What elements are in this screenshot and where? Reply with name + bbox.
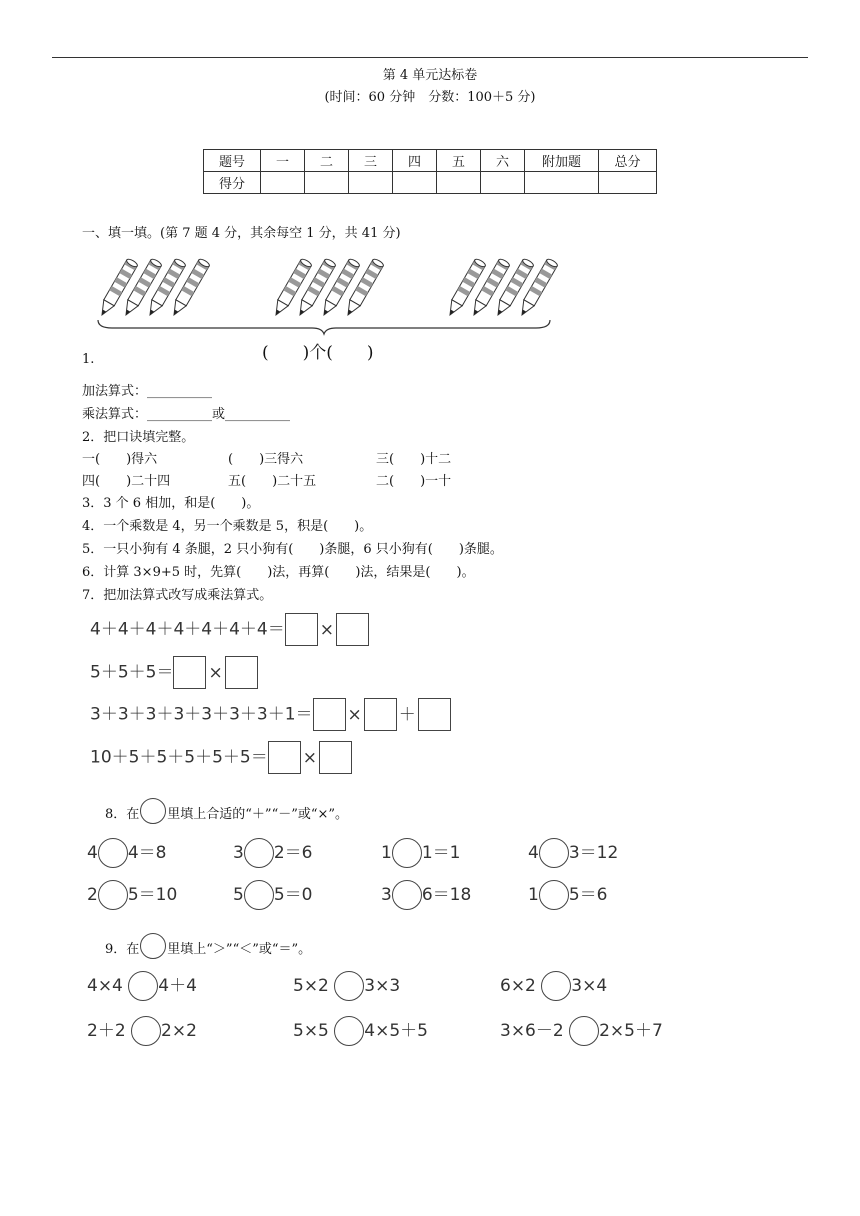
score-input-cell[interactable] [437,172,481,194]
q8-text [105,798,348,824]
q8-right: 5＝0 [273,885,313,905]
q9-text [105,933,311,959]
score-cell: 一 [261,150,305,172]
q8-left: 1 [381,843,392,863]
q8-item [528,838,618,868]
q6-text: 6．计算 3×9+5 时，先算( )法，再算( )法，结果是( )。 [82,565,475,580]
page-title: 第 4 单元达标卷 [382,68,478,83]
q2-item: 五( )二十五 [228,474,317,489]
score-cell: 附加题 [525,150,599,172]
plus-sign: ＋ [398,704,416,725]
q8-left: 5 [233,885,244,905]
q8-right: 3＝12 [568,843,619,863]
q7-row [90,741,352,774]
q7-text: 7．把加法算式改写成乘法算式。 [82,588,273,603]
section-heading: 一、填一填。(第 7 题 4 分，其余每空 1 分，共 41 分) [82,226,401,241]
answer-box[interactable] [285,613,318,646]
q8-left: 2 [87,885,98,905]
operator-circle[interactable] [539,880,569,910]
q8-right: 4＝8 [127,843,167,863]
operator-circle[interactable] [98,838,128,868]
answer-box[interactable] [418,698,451,731]
q8-item [381,838,460,868]
q7-expression: 5＋5＋5＝ [90,662,174,683]
q8-item [381,880,471,910]
q4-text: 4．一个乘数是 4，另一个乘数是 5，积是( )。 [82,519,373,534]
q1-number: 1. [82,352,95,367]
score-table [203,149,657,194]
q8-item [233,880,312,910]
q9-right: 3×3 [364,976,401,996]
times-sign: × [208,662,223,683]
score-cell: 五 [437,150,481,172]
score-input-cell[interactable] [481,172,525,194]
compare-circle[interactable] [128,971,158,1001]
answer-box[interactable] [364,698,397,731]
q9-right: 4＋4 [158,976,197,996]
score-input-cell[interactable] [525,172,599,194]
q8-left: 4 [87,843,98,863]
q9-item [293,1016,428,1046]
q8-item [87,838,166,868]
q3-text: 3．3 个 6 相加，和是( )。 [82,496,260,511]
score-input-cell[interactable] [599,172,657,194]
times-sign: × [319,619,334,640]
score-cell: 六 [481,150,525,172]
operator-circle[interactable] [244,838,274,868]
compare-circle[interactable] [334,1016,364,1046]
q8-right: 5＝6 [568,885,608,905]
score-input-cell[interactable] [305,172,349,194]
q9-item [87,971,197,1001]
q1-answer-label: ( )个( ) [262,343,374,363]
score-table-score-row [204,172,657,194]
q9-item [293,971,400,1001]
q1-addition: 加法算式：__________ [82,384,213,399]
score-cell: 总分 [599,150,657,172]
q8-left: 3 [233,843,244,863]
q8-prefix: 8．在 [105,807,140,822]
q8-item [87,880,177,910]
q8-left: 1 [528,885,539,905]
score-cell: 得分 [204,172,261,194]
q9-right: 2×2 [161,1021,197,1041]
operator-circle[interactable] [244,880,274,910]
q8-right: 1＝1 [421,843,461,863]
compare-circle[interactable] [541,971,571,1001]
operator-circle[interactable] [539,838,569,868]
answer-box[interactable] [173,656,206,689]
score-input-cell[interactable] [261,172,305,194]
q8-right: 2＝6 [273,843,313,863]
q9-item [500,1016,663,1046]
q7-row [90,613,369,646]
q9-item [500,971,607,1001]
q8-item [528,880,607,910]
answer-box[interactable] [319,741,352,774]
q2-text: 2．把口诀填完整。 [82,430,195,445]
compare-circle[interactable] [334,971,364,1001]
q7-expression: 3＋3＋3＋3＋3＋3＋3＋1＝ [90,704,313,725]
brace [98,320,550,334]
q9-left: 4×4 [87,976,123,996]
times-sign: × [347,704,362,725]
score-input-cell[interactable] [349,172,393,194]
answer-box[interactable] [336,613,369,646]
operator-circle[interactable] [392,880,422,910]
times-sign: × [302,747,317,768]
q9-prefix: 9．在 [105,942,140,957]
q8-left: 4 [528,843,539,863]
answer-box[interactable] [268,741,301,774]
q9-item [87,1016,197,1046]
q5-text: 5．一只小狗有 4 条腿，2 只小狗有( )条腿，6 只小狗有( )条腿。 [82,542,503,557]
q7-row [90,656,258,689]
compare-circle[interactable] [569,1016,599,1046]
q2-item: 一( )得六 [82,452,158,467]
score-cell: 题号 [204,150,261,172]
q8-left: 3 [381,885,392,905]
q9-left: 5×2 [293,976,329,996]
q2-item: ( )三得六 [228,452,304,467]
score-input-cell[interactable] [393,172,437,194]
q7-expression: 4＋4＋4＋4＋4＋4＋4＝ [90,619,285,640]
q8-right: 6＝18 [421,885,472,905]
score-cell: 三 [349,150,393,172]
q2-item: 四( )二十四 [82,474,171,489]
q8-item [233,838,312,868]
page-subtitle: (时间：60 分钟 分数：100＋5 分) [324,90,536,105]
q2-item: 三( )十二 [376,452,452,467]
q1-multiplication: 乘法算式：__________或__________ [82,407,291,422]
score-cell: 二 [305,150,349,172]
score-table-header-row [204,150,657,172]
operator-circle[interactable] [392,838,422,868]
answer-box[interactable] [225,656,258,689]
q7-row [90,698,451,731]
q9-left: 2＋2 [87,1021,126,1041]
q9-right: 2×5＋7 [599,1021,663,1041]
q9-left: 5×5 [293,1021,329,1041]
q9-suffix: 里填上“＞”“＜”或“＝”。 [167,942,312,957]
score-cell: 四 [393,150,437,172]
answer-box[interactable] [313,698,346,731]
q9-right: 3×4 [571,976,608,996]
operator-circle[interactable] [98,880,128,910]
q2-item: 二( )一十 [376,474,452,489]
q9-left: 3×6－2 [500,1021,564,1041]
compare-circle[interactable] [131,1016,161,1046]
q8-suffix: 里填上合适的“＋”“－”或“×”。 [167,807,349,822]
q9-left: 6×2 [500,976,536,996]
circle-icon [140,798,166,824]
q8-right: 5＝10 [127,885,178,905]
q9-right: 4×5＋5 [364,1021,428,1041]
circle-icon [140,933,166,959]
header-rule [52,57,808,58]
q7-expression: 10＋5＋5＋5＋5＋5＝ [90,747,268,768]
